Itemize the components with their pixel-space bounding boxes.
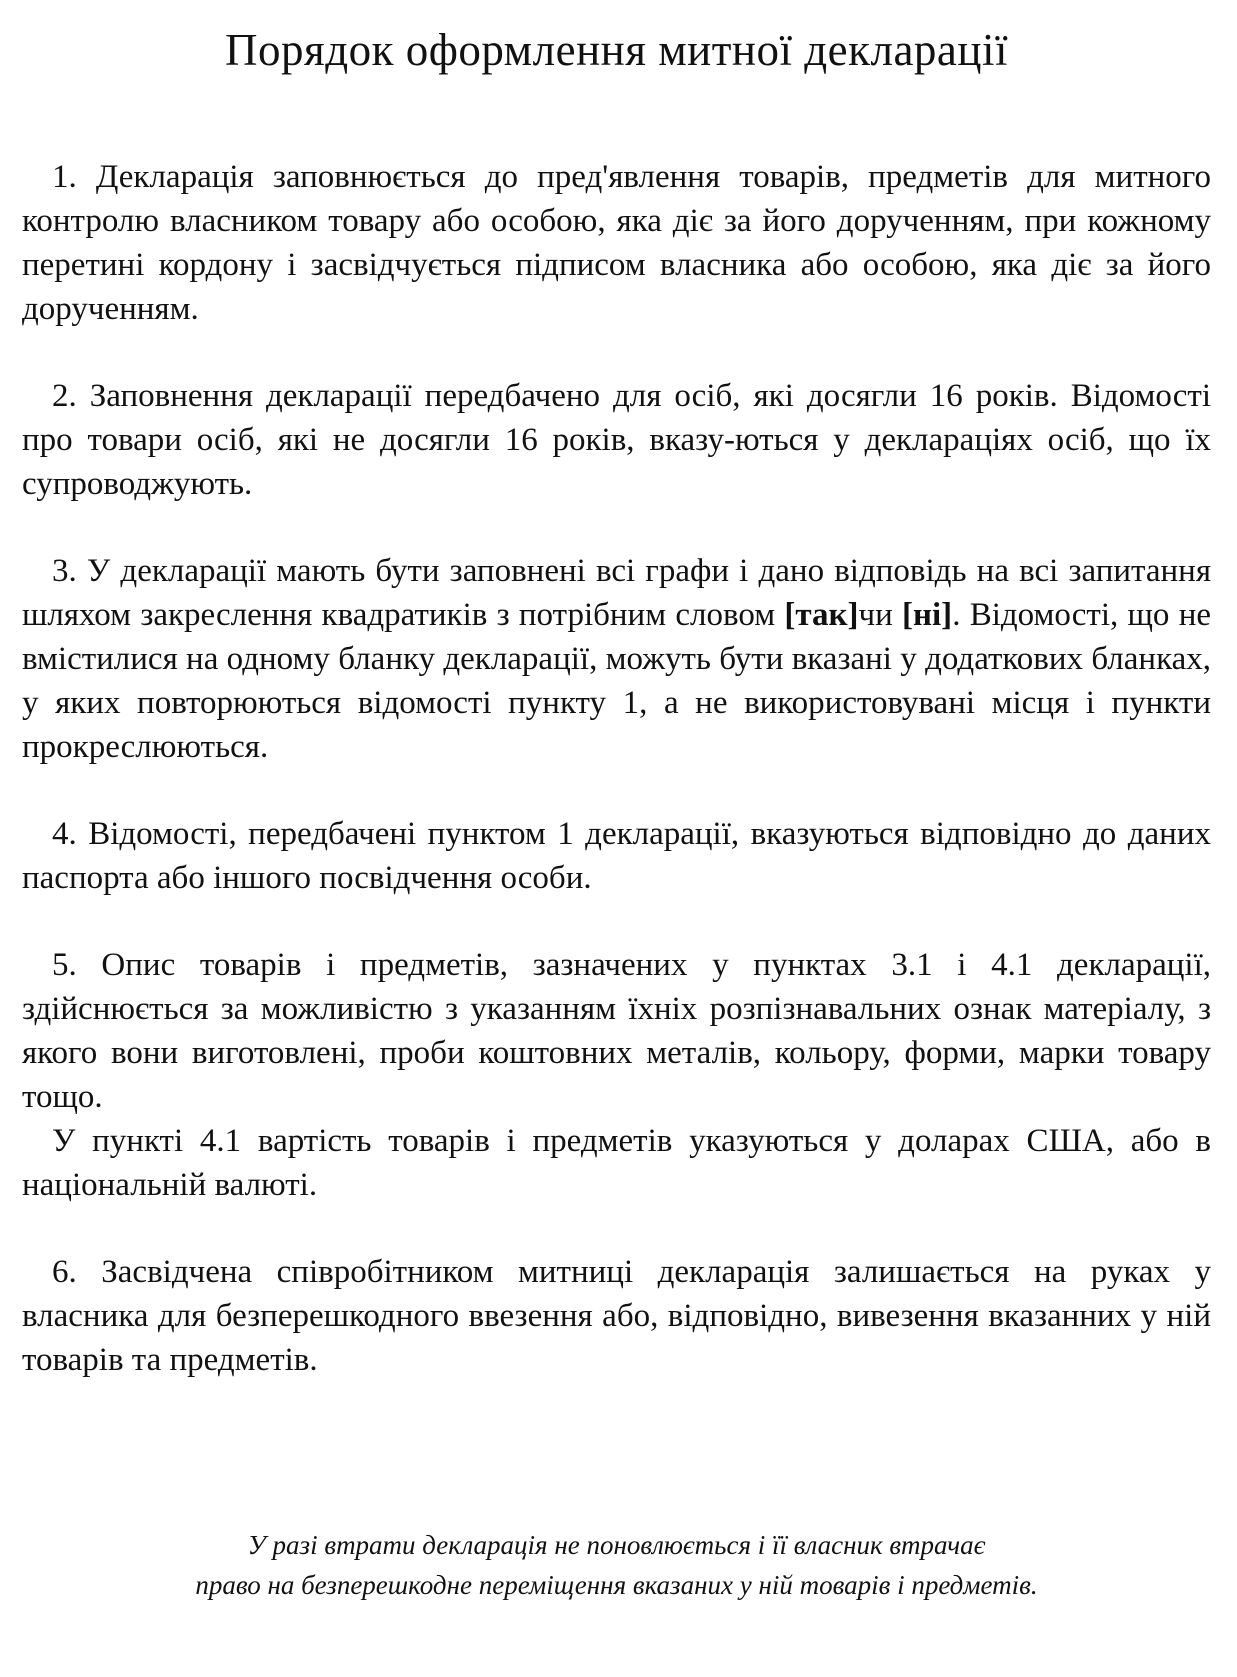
footnote-line-1: У разі втрати декларація не поновлюється і її власник втрачає xyxy=(247,1530,986,1560)
footnote-line-2: право на безперешкодне переміщення вказаних у ній товарів і предметів. xyxy=(195,1570,1038,1600)
page-title: Порядок оформлення митної декларації xyxy=(225,25,1008,75)
paragraph-5-continuation: У пункті 4.1 вартість товарів і предметів указуються у доларах США, або в національній валюті. xyxy=(22,1123,1211,1203)
paragraph-2: 2. Заповнення декларації передбачено для осіб, які досягли 16 років. Відомості про товари осіб, які не досягли 16 років, вказу-ються у деклараціях осіб, що їх супроводжують. xyxy=(22,378,1211,502)
paragraph-1: 1. Декларація заповнюється до пред'явлення товарів, предметів для митного контролю власником товару або особою, яка діє за його дорученням, при кожному перетині кордону і засвідчується підписом власника або особою, яка діє за його дорученням. xyxy=(22,159,1211,327)
paragraph-3-text-or: чи xyxy=(858,597,903,633)
option-yes: [так] xyxy=(784,597,859,633)
footnote xyxy=(22,1525,1211,1605)
paragraph-3-text-end: . Відомості, що не вмістилися на одному бланку декларації, можуть бути вказані у додаткових бланках, у яких повторюються відомості пункту 1, а не використовувані місця і пункти прокреслюються. xyxy=(22,597,1211,765)
paragraph-4: 4. Відомості, передбачені пунктом 1 декларації, вказуються відповідно до даних паспорта або іншого посвідчення особи. xyxy=(22,816,1211,896)
paragraph-6: 6. Засвідчена співробітником митниці декларація залишається на руках у власника для безперешкодного ввезення або, відповідно, вивезення вказанних у ній товарів та предметів. xyxy=(22,1254,1211,1378)
paragraph-3 xyxy=(22,549,1211,769)
paragraph-3-text-start: 3. У декларації мають бути заповнені всі графи і дано відповідь на всі запитання шляхом закреслення квадратиків з потрібним словом xyxy=(22,553,1211,633)
option-no: [ні] xyxy=(902,597,953,633)
paragraph-5: 5. Опис товарів і предметів, зазначених у пунктах 3.1 і 4.1 декларації, здійснюється за можливістю з указанням їхніх розпізнавальних ознак матеріалу, з якого вони виготовлені, проби коштовних металів, кольору, форми, марки товару тощо. xyxy=(22,947,1211,1115)
